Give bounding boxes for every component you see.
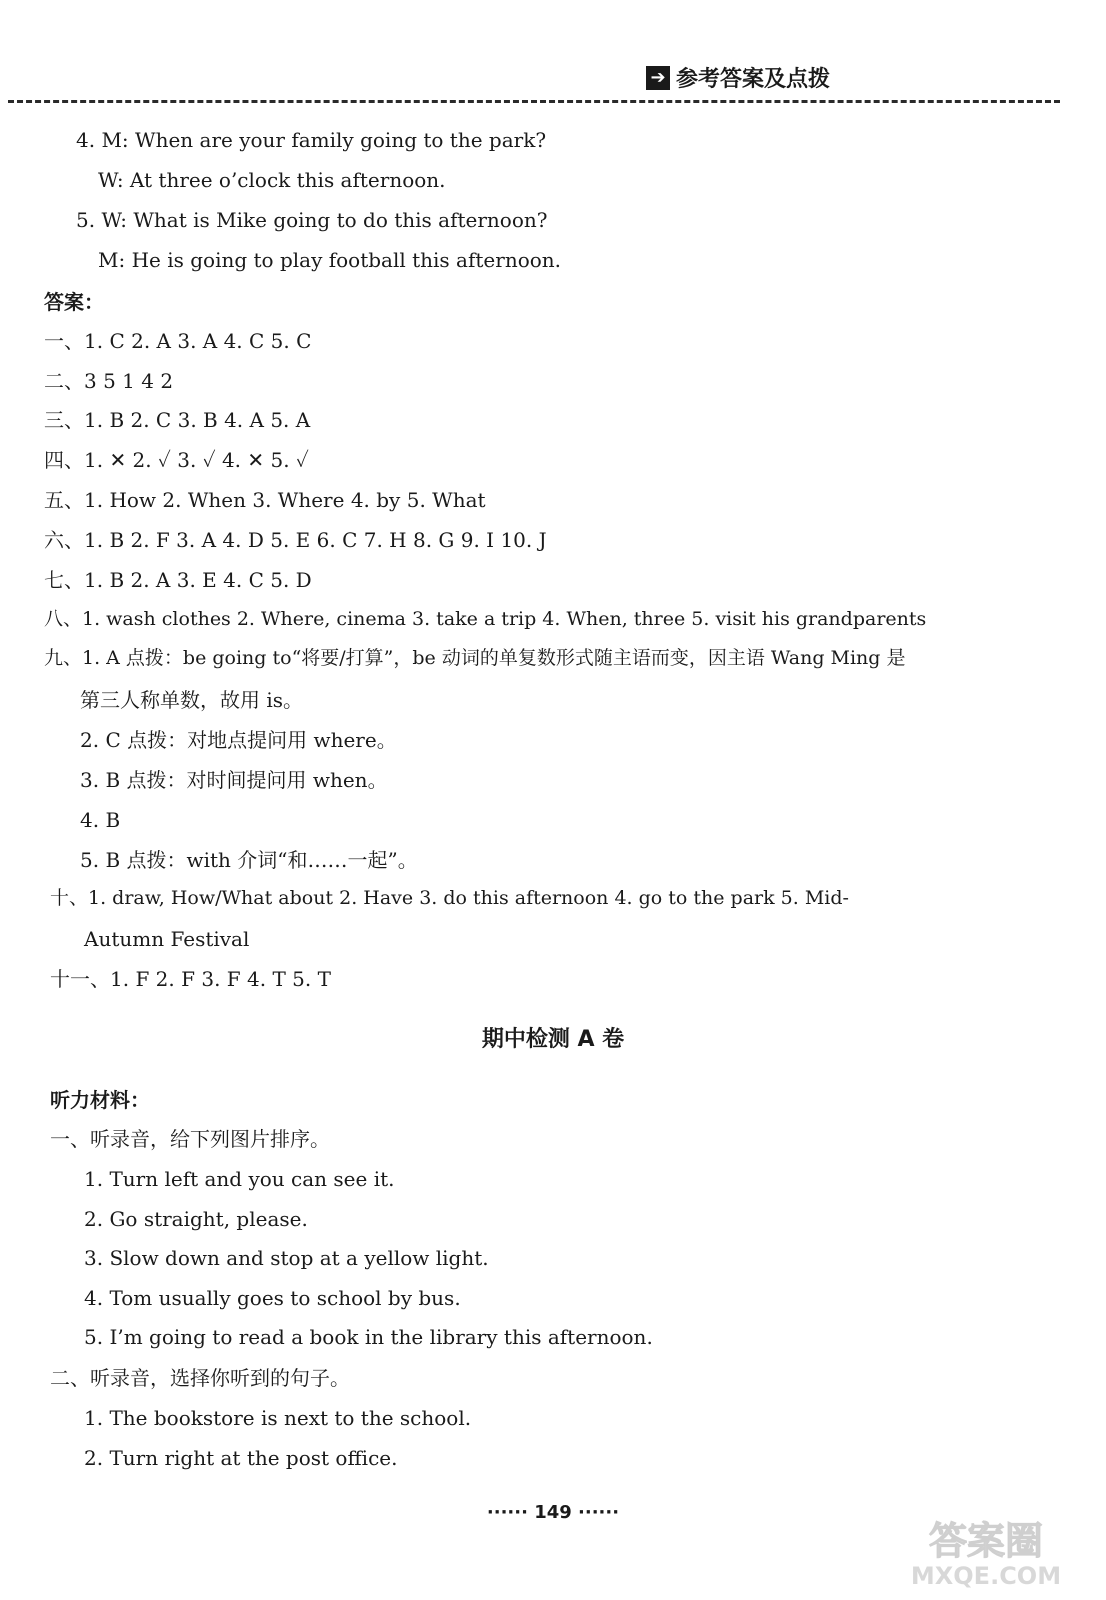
text-line: 2. Turn right at the post office. xyxy=(84,1446,398,1470)
answer-line: 十、1. draw, How/What about 2. Have 3. do this afternoon 4. go to the park 5. Mid- xyxy=(50,887,849,909)
answer-line: 八、1. wash clothes 2. Where, cinema 3. take a trip 4. When, three 5. visit his grandparents xyxy=(44,608,927,630)
text-line: 2. Go straight, please. xyxy=(84,1207,308,1231)
answer-line: 3. B 点拨：对时间提问用 when。 xyxy=(80,768,388,792)
header-title-text: 参考答案及点拨 xyxy=(675,67,830,92)
text-line: W: At three o’clock this afternoon. xyxy=(98,168,446,192)
answer-line: 九、1. A 点拨：be going to“将要/打算”，be 动词的单复数形式随主语而变，因主语 Wang Ming 是 xyxy=(44,647,906,669)
listening-label: 听力材料： xyxy=(50,1088,150,1112)
watermark-logo xyxy=(886,1512,1086,1590)
watermark-text: 答案圈 xyxy=(928,1519,1044,1563)
text-line: 1. Turn left and you can see it. xyxy=(84,1167,395,1191)
answer-line: 六、1. B 2. F 3. A 4. D 5. E 6. C 7. H 8. G 9. I 10. J xyxy=(44,528,547,552)
answer-line: 七、1. B 2. A 3. E 4. C 5. D xyxy=(44,568,312,592)
text-line: M: He is going to play football this afternoon. xyxy=(98,248,562,272)
answer-line: 二、3 5 1 4 2 xyxy=(44,369,174,393)
answer-line: 2. C 点拨：对地点提问用 where。 xyxy=(80,728,397,752)
text-line: 一、听录音，给下列图片排序。 xyxy=(50,1127,330,1151)
answer-label: 答案： xyxy=(44,290,104,314)
text-line: 1. The bookstore is next to the school. xyxy=(84,1406,472,1430)
text-line: 二、听录音，选择你听到的句子。 xyxy=(50,1366,350,1390)
answer-line: 四、1. ✕ 2. ✓ 3. ✓ 4. ✕ 5. ✓ xyxy=(44,448,309,472)
arrow-right-icon: ➔ xyxy=(646,66,670,90)
answer-line: Autumn Festival xyxy=(84,927,250,951)
answer-line: 第三人称单数，故用 is。 xyxy=(80,688,304,712)
answer-line: 五、1. How 2. When 3. Where 4. by 5. What xyxy=(44,488,486,512)
answer-line: 5. B 点拨：with 介词“和……一起”。 xyxy=(80,848,418,872)
answer-line: 十一、1. F 2. F 3. F 4. T 5. T xyxy=(50,967,331,991)
text-line: 3. Slow down and stop at a yellow light. xyxy=(84,1246,489,1270)
answer-line: 一、1. C 2. A 3. A 4. C 5. C xyxy=(44,329,312,353)
text-line: 4. M: When are your family going to the park? xyxy=(76,128,547,152)
page-number: ······ 149 ······ xyxy=(486,1502,620,1523)
watermark-url: MXQE.COM xyxy=(910,1562,1062,1590)
section-title: 期中检测 A 卷 xyxy=(481,1027,625,1052)
text-line: 5. I’m going to read a book in the library this afternoon. xyxy=(84,1325,653,1349)
text-line: 5. W: What is Mike going to do this afternoon? xyxy=(76,208,548,232)
text-line: 4. Tom usually goes to school by bus. xyxy=(84,1286,461,1310)
header-title xyxy=(646,62,830,93)
answer-line: 三、1. B 2. C 3. B 4. A 5. A xyxy=(44,408,311,432)
page-header xyxy=(8,60,1060,103)
answer-line: 4. B xyxy=(80,808,121,832)
